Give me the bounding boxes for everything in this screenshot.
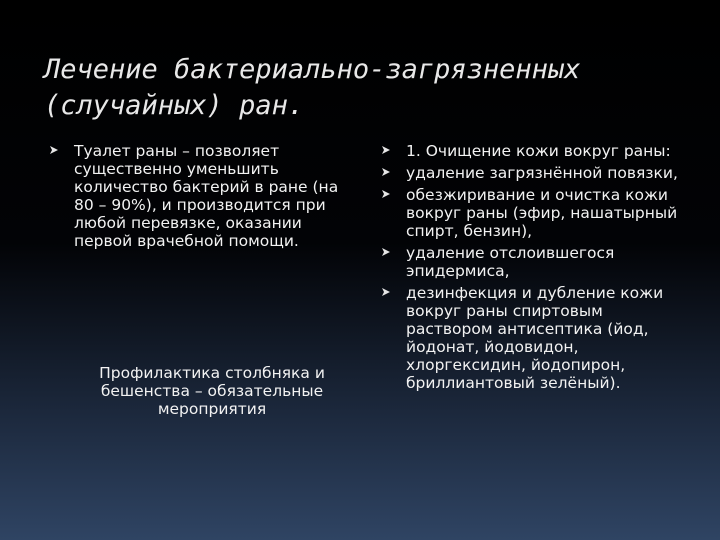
- list-item-text: удаление загрязнённой повязки,: [406, 164, 678, 182]
- bullet-arrow-icon: [382, 146, 390, 154]
- bullet-arrow-icon: [382, 190, 390, 198]
- right-column: [380, 142, 690, 396]
- list-item: [48, 142, 348, 250]
- list-item-text: обезжиривание и очистка кожи вокруг раны (эфир, нашатырный спирт, бензин),: [406, 186, 678, 240]
- bullet-arrow-icon: [382, 248, 390, 256]
- slide-title: Лечение бактериально-загрязненных (случайных) ран.: [44, 54, 581, 121]
- left-bullet-list: [48, 142, 348, 250]
- bullet-arrow-icon: [382, 168, 390, 176]
- list-item-text: удаление отслоившегося эпидермиса,: [406, 244, 615, 280]
- list-item: [380, 186, 690, 240]
- bullet-arrow-icon: [50, 146, 58, 154]
- list-item-text: дезинфекция и дубление кожи вокруг раны спиртовым раствором антисептика (йод, йодонат, йодовидон, хлоргексидин, йодопирон, бриллиантовый зелёный).: [406, 284, 664, 392]
- right-bullet-list: [380, 142, 690, 392]
- bullet-arrow-icon: [382, 288, 390, 296]
- list-item-text: 1. Очищение кожи вокруг раны:: [406, 142, 671, 160]
- list-item: [380, 244, 690, 280]
- list-item-text: Туалет раны – позволяет существенно уменьшить количество бактерий в ране (на 80 – 90%), и производится при любой перевязке, оказании первой врачебной помощи.: [74, 142, 339, 250]
- prophylaxis-note: Профилактика столбняка и бешенства – обязательные мероприятия: [99, 364, 325, 418]
- list-item: [380, 164, 690, 182]
- list-item: [380, 142, 690, 160]
- left-column: [48, 142, 348, 250]
- list-item: [380, 284, 690, 392]
